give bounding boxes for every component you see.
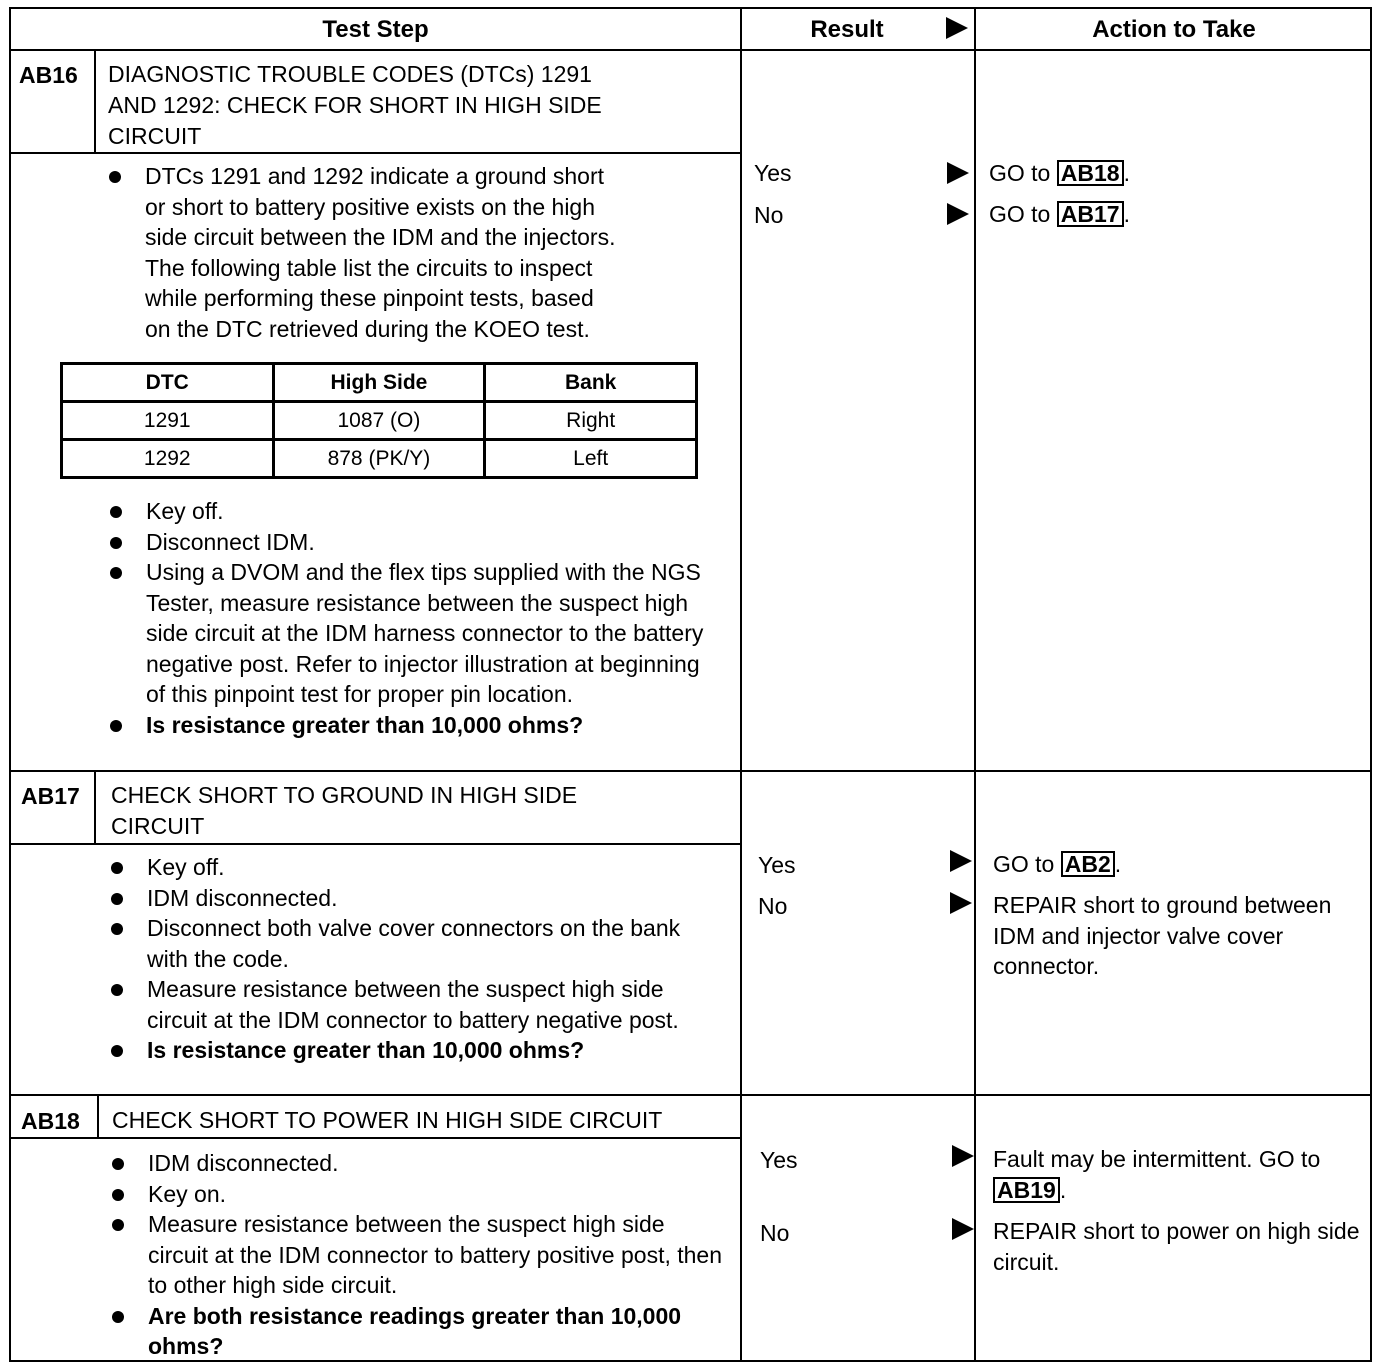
ab17-step-title: CHECK SHORT TO GROUND IN HIGH SIDE CIRCUIT <box>111 782 578 839</box>
ref-link-ab2[interactable]: AB2 <box>1061 851 1115 877</box>
list-item: Disconnect both valve cover connectors on the bank with the code. <box>107 913 727 974</box>
header-test-step: Test Step <box>322 16 429 43</box>
bullet-dot-icon <box>109 171 121 183</box>
ab17-step-id: AB17 <box>21 783 80 809</box>
result-arrow-icon <box>947 162 969 184</box>
dtc-col-header: DTC <box>62 364 274 402</box>
ab16-step-title: DIAGNOSTIC TROUBLE CODES (DTCs) 1291 AND 1292: CHECK FOR SHORT IN HIGH SIDE CIRCUIT <box>108 61 602 149</box>
ab16-intro-bullet: DTCs 1291 and 1292 indicate a ground short or short to battery positive exists on the high side circuit between the IDM and the injectors. The following table list the circuits to inspect while performing these pinpoint tests, based on the DTC retrieved during the KOEO test. <box>105 161 735 344</box>
ab16-result-no: No <box>754 202 784 228</box>
result-arrow-icon <box>952 1218 974 1240</box>
dtc-cell: 1292 <box>62 440 274 478</box>
bullet-dot-icon <box>112 1219 124 1231</box>
ab17-title-underline <box>11 843 740 845</box>
col-divider-result <box>740 9 742 1360</box>
bullet-dot-icon <box>111 1045 123 1057</box>
result-arrow-icon <box>950 892 972 914</box>
bullet-dot-icon <box>111 984 123 996</box>
ab16-procedure-list <box>106 496 716 740</box>
list-item: Measure resistance between the suspect high side circuit at the IDM connector to battery negative post. <box>107 974 727 1035</box>
header-arrow-icon <box>946 17 968 39</box>
ref-link-ab19[interactable]: AB19 <box>993 1177 1060 1203</box>
result-arrow-icon <box>950 850 972 872</box>
dtc-table-header-row <box>62 364 697 402</box>
bullet-dot-icon <box>110 720 122 732</box>
list-item-question: Are both resistance readings greater than 10,000 ohms? <box>108 1301 728 1362</box>
ab17-section-divider <box>11 1094 1372 1096</box>
bullet-dot-icon <box>110 567 122 579</box>
list-item: Measure resistance between the suspect high side circuit at the IDM connector to battery positive post, then to other high side circuit. <box>108 1209 728 1301</box>
ab16-section-divider <box>11 770 1372 772</box>
list-item: Disconnect IDM. <box>106 527 716 558</box>
bullet-dot-icon <box>112 1189 124 1201</box>
bullet-dot-icon <box>111 893 123 905</box>
ab18-action-yes: Fault may be intermittent. GO to AB19 . <box>993 1146 1321 1203</box>
high-side-cell: 1087 (O) <box>273 402 485 440</box>
bank-cell: Right <box>485 402 697 440</box>
header-underline <box>11 49 1372 51</box>
list-item-question: Is resistance greater than 10,000 ohms? <box>107 1035 727 1066</box>
ab17-result-no: No <box>758 893 788 919</box>
ab18-action-no: REPAIR short to power on high side circuit. <box>993 1218 1360 1275</box>
list-item: Key on. <box>108 1179 728 1210</box>
ab18-result-yes: Yes <box>760 1147 798 1173</box>
ab17-action-no: REPAIR short to ground between IDM and injector valve cover connector. <box>993 892 1332 979</box>
bullet-dot-icon <box>111 923 123 935</box>
list-item: IDM disconnected. <box>108 1148 728 1179</box>
result-arrow-icon <box>947 203 969 225</box>
ab17-procedure-list <box>107 852 727 1066</box>
ab16-action-yes: GO to AB18 . <box>989 160 1130 186</box>
ab18-step-id: AB18 <box>21 1108 80 1134</box>
dtc-cell: 1291 <box>62 402 274 440</box>
ab16-id-divider <box>94 50 96 154</box>
ab18-procedure-list <box>108 1148 728 1362</box>
ref-link-ab17[interactable]: AB17 <box>1057 201 1124 227</box>
table-row <box>62 402 697 440</box>
list-item: Using a DVOM and the flex tips supplied with the NGS Tester, measure resistance between the suspect high side circuit at the IDM harness connector to the battery negative post. Refer to injector illustration at beginning of this pinpoint test for proper pin location. <box>106 557 716 710</box>
result-arrow-icon <box>952 1145 974 1167</box>
col-divider-action <box>974 9 976 1360</box>
bank-col-header: Bank <box>485 364 697 402</box>
ab18-result-no: No <box>760 1220 790 1246</box>
bullet-dot-icon <box>110 537 122 549</box>
bullet-dot-icon <box>110 506 122 518</box>
high-side-cell: 878 (PK/Y) <box>273 440 485 478</box>
list-item: IDM disconnected. <box>107 883 727 914</box>
bullet-dot-icon <box>112 1158 124 1170</box>
list-item-question: Is resistance greater than 10,000 ohms? <box>106 710 716 741</box>
dtc-circuit-table <box>60 362 698 479</box>
ab16-action-no: GO to AB17 . <box>989 201 1130 227</box>
bullet-dot-icon <box>111 862 123 874</box>
pinpoint-test-sheet <box>9 7 1372 1362</box>
table-row <box>62 440 697 478</box>
ab16-title-underline <box>11 152 740 154</box>
bank-cell: Left <box>485 440 697 478</box>
ab16-result-yes: Yes <box>754 160 792 186</box>
ab17-result-yes: Yes <box>758 852 796 878</box>
list-item: Key off. <box>106 496 716 527</box>
header-action: Action to Take <box>1092 16 1256 43</box>
ab18-step-title: CHECK SHORT TO POWER IN HIGH SIDE CIRCUIT <box>112 1107 663 1133</box>
ab17-id-divider <box>94 771 96 845</box>
ref-link-ab18[interactable]: AB18 <box>1057 160 1124 186</box>
ab16-step-id: AB16 <box>19 62 78 88</box>
ab18-title-underline <box>11 1137 740 1139</box>
bullet-dot-icon <box>112 1311 124 1323</box>
ab18-id-divider <box>97 1095 99 1138</box>
list-item: Key off. <box>107 852 727 883</box>
high-side-col-header: High Side <box>273 364 485 402</box>
header-result: Result <box>810 16 884 43</box>
ab17-action-yes: GO to AB2 . <box>993 851 1122 877</box>
